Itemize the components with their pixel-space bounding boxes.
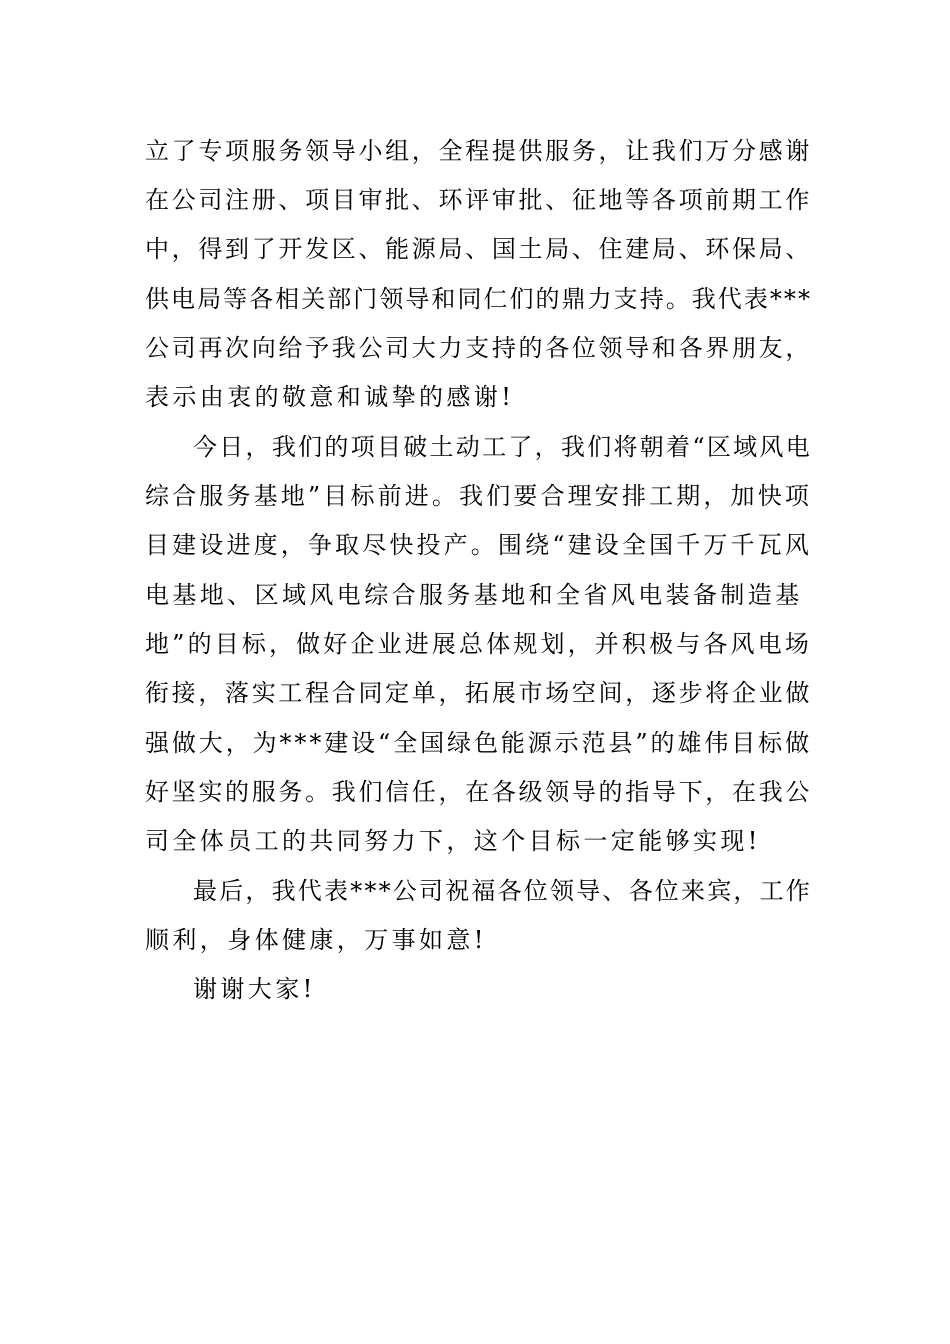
paragraph-1-line-6: 表示由衷的敬意和诚挚的感谢!: [145, 383, 515, 411]
paragraph-2-line-3: 目建设进度，争取尽快投产。围绕“建设全国千万千瓦风: [145, 531, 812, 559]
paragraph-3-line-2: 顺利，身体健康，万事如意!: [145, 926, 487, 954]
paragraph-1-line-2: 在公司注册、项目审批、环评审批、征地等各项前期工作: [145, 186, 812, 214]
paragraph-2-line-9: 司全体员工的共同努力下，这个目标一定能够实现!: [145, 827, 761, 855]
paragraph-2-line-5: 地”的目标，做好企业进展总体规划，并积极与各风电场: [145, 630, 812, 658]
paragraph-1-line-1: 立了专项服务领导小组，全程提供服务，让我们万分感谢: [145, 137, 812, 165]
paragraph-2-line-8: 好坚实的服务。我们信任，在各级领导的指导下，在我公: [145, 778, 812, 806]
paragraph-2-line-4: 电基地、区域风电综合服务基地和全省风电装备制造基: [145, 581, 803, 609]
paragraph-2-line-1: 今日，我们的项目破土动工了，我们将朝着“区域风电: [193, 433, 812, 461]
paragraph-2-line-6: 衔接，落实工程合同定单，拓展市场空间，逐步将企业做: [145, 679, 812, 707]
paragraph-2-line-7: 强做大，为***建设“全国绿色能源示范县”的雄伟目标做: [145, 729, 812, 757]
paragraph-3-line-1: 最后，我代表***公司祝福各位领导、各位来宾，工作: [193, 877, 812, 905]
paragraph-2-line-2: 综合服务基地”目标前进。我们要合理安排工期，加快项: [145, 482, 812, 510]
paragraph-1-line-5: 公司再次向给予我公司大力支持的各位领导和各界朋友，: [145, 334, 812, 362]
paragraph-1-line-4: 供电局等各相关部门领导和同仁们的鼎力支持。我代表***: [145, 285, 812, 313]
closing-line: 谢谢大家!: [193, 975, 316, 1003]
paragraph-1-line-3: 中，得到了开发区、能源局、国土局、住建局、环保局、: [145, 235, 812, 263]
